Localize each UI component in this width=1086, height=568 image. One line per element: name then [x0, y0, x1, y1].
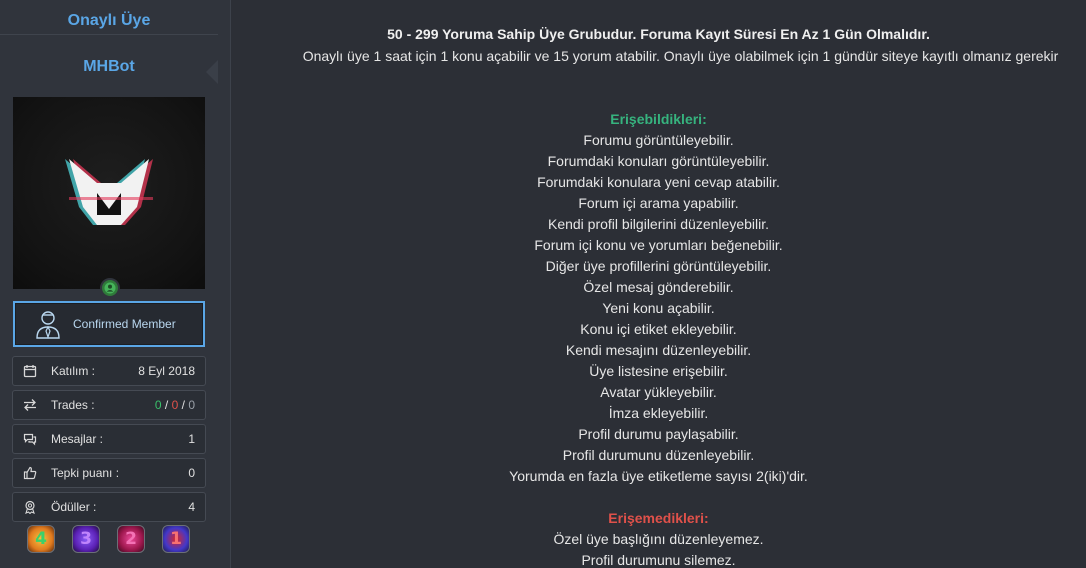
denied-item: Özel üye başlığını düzenleyemez. [553, 531, 764, 547]
medal-1[interactable] [162, 525, 190, 553]
allowed-item: Forumdaki konulara yeni cevap atabilir. [537, 174, 780, 190]
trades-neutral: 0 [188, 398, 195, 412]
trades-positive: 0 [154, 398, 162, 412]
allowed-item: Diğer üye profillerini görüntüleyebilir. [545, 258, 772, 274]
allowed-item: Profil durumu paylaşabilir. [578, 426, 739, 442]
denied-item: Profil durumunu silemez. [581, 552, 736, 568]
trades-sep: / [181, 398, 185, 412]
allowed-item: Profil durumunu düzenleyebilir. [562, 447, 755, 463]
trophy-medals [27, 525, 190, 553]
allowed-item: Kendi profil bilgilerini düzenleyebilir. [547, 216, 769, 232]
allowed-item: Özel mesaj gönderebilir. [583, 279, 734, 295]
user-sidebar [0, 0, 231, 568]
medal-number: 3 [80, 529, 92, 549]
user-group-title: Onaylı Üye [0, 0, 218, 35]
allowed-item: Yeni konu açabilir. [602, 300, 715, 316]
stat-value: 0 [188, 466, 195, 480]
user-online-icon [100, 278, 120, 298]
award-icon [23, 500, 37, 514]
thumbs-up-icon [23, 466, 37, 480]
allowed-item: İmza ekleyebilir. [608, 405, 709, 421]
allowed-item: Forum içi konu ve yorumları beğenebilir. [534, 237, 783, 253]
badge-label: Confirmed Member [73, 317, 176, 331]
stat-awards[interactable] [12, 492, 206, 522]
allowed-item: Kendi mesajını düzenleyebilir. [565, 342, 752, 358]
stat-value [155, 398, 195, 412]
allowed-item: Yorumda en fazla üye etiketleme sayısı 2(iki)'dir. [509, 468, 808, 484]
stat-joined [12, 356, 206, 386]
group-description [231, 0, 1086, 568]
stat-messages[interactable] [12, 424, 206, 454]
medal-2[interactable] [117, 525, 145, 553]
allowed-title: Erişebildikleri: [610, 111, 707, 127]
allowed-item: Forumu görüntüleyebilir. [583, 132, 734, 148]
stat-value: 8 Eyl 2018 [138, 364, 195, 378]
stat-label: Ödüller : [51, 500, 97, 514]
trades-sep: / [164, 398, 169, 412]
stat-label: Mesajlar : [51, 432, 104, 446]
username-link[interactable]: MHBot [83, 58, 135, 75]
stat-value: 1 [188, 432, 195, 446]
stat-label: Katılım : [51, 364, 96, 378]
user-tie-icon [35, 309, 61, 339]
medal-number: 2 [125, 529, 137, 549]
allowed-item: Forumdaki konuları görüntüleyebilir. [547, 153, 770, 169]
exchange-icon [23, 398, 37, 412]
group-heading: 50 - 299 Yoruma Sahip Üye Grubudur. Foruma Kayıt Süresi En Az 1 Gün Olmalıdır. [387, 26, 930, 42]
comments-icon [23, 432, 37, 446]
allowed-item: Konu içi etiket ekleyebilir. [580, 321, 737, 337]
denied-title: Erişemedikleri: [608, 510, 709, 526]
trades-negative: 0 [171, 398, 179, 412]
user-avatar[interactable] [13, 97, 205, 289]
stat-reaction-score [12, 458, 206, 488]
allowed-item: Avatar yükleyebilir. [600, 384, 717, 400]
allowed-item: Üye listesine erişebilir. [589, 363, 728, 379]
stat-label: Tepki puanı : [51, 466, 120, 480]
confirmed-member-badge[interactable] [13, 301, 205, 347]
allowed-item: Forum içi arama yapabilir. [578, 195, 739, 211]
stat-label: Trades : [51, 398, 95, 412]
stat-trades[interactable] [12, 390, 206, 420]
medal-3[interactable] [72, 525, 100, 553]
stat-value: 4 [188, 500, 195, 514]
group-subheading: Onaylı üye 1 saat için 1 konu açabilir ve 15 yorum atabilir. Onaylı üye olabilmek için 1 gündür siteye kayıtlı olmanız gerekir [302, 48, 1059, 64]
medal-number: 1 [170, 529, 182, 549]
medal-4[interactable] [27, 525, 55, 553]
calendar-icon [23, 364, 37, 378]
medal-number: 4 [35, 529, 47, 549]
